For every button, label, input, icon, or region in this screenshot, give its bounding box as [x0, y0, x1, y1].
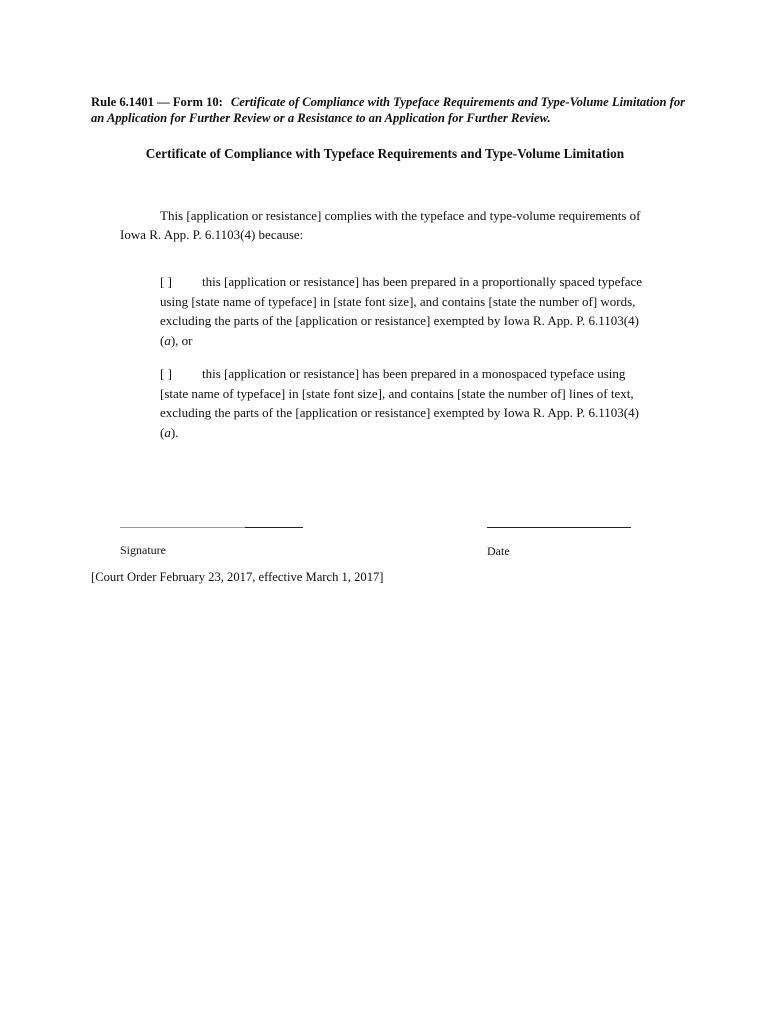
court-order-note: [Court Order February 23, 2017, effective March 1, 2017]: [91, 570, 384, 584]
option-proportional-text: this [application or resistance] has been prepared in a proportionally spaced typeface using [state name of typeface] in [state font size], and contains [state the number of] words, excluding the parts of the [application or resistance] exempted by Iowa R. App. P. 6.1103(4)(: [160, 274, 643, 348]
rule-heading: [91, 94, 691, 126]
date-line[interactable]: [487, 527, 631, 528]
rule-number: Rule 6.1401 — Form 10:: [91, 95, 223, 109]
option-monospaced: [160, 364, 650, 442]
checkbox-monospaced[interactable]: [ ]: [160, 366, 172, 381]
option-monospaced-text: this [application or resistance] has been prepared in a monospaced typeface using [state name of typeface] in [state font size], and contains [state the number of] lines of text, excluding the parts of the [application or resistance] exempted by Iowa R. App. P. 6.1103(4)(: [160, 366, 639, 440]
signature-line-dark: [245, 527, 303, 528]
checkbox-proportional[interactable]: [ ]: [160, 274, 172, 289]
intro-paragraph: This [application or resistance] complies with the typeface and type-volume requirements of Iowa R. App. P. 6.1103(4) because:: [120, 208, 641, 242]
option-proportional-italic: a: [164, 332, 171, 348]
certificate-title: Certificate of Compliance with Typeface Requirements and Type-Volume Limitation: [145, 146, 625, 161]
signature-label: Signature: [120, 543, 166, 557]
option-proportional: [160, 272, 650, 350]
option-monospaced-end: ).: [170, 424, 179, 440]
option-monospaced-italic: a: [164, 424, 171, 440]
date-label: Date: [487, 544, 510, 558]
option-proportional-end: ), or: [170, 332, 193, 348]
form-title: Certificate of Compliance with Typeface Requirements and Type-Volume Limitation for an Application for Further Review or a Resistance to an Application for Further Review.: [91, 95, 686, 125]
